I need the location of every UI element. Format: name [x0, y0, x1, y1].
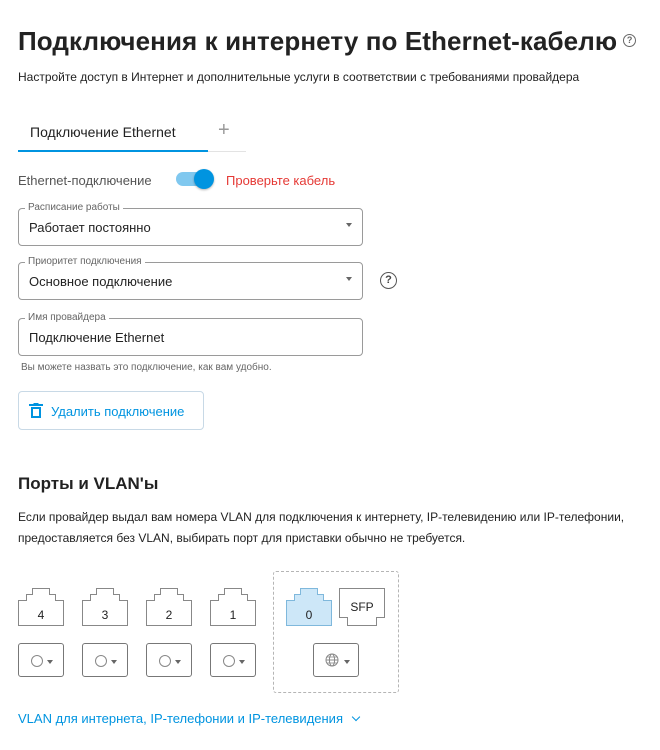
help-icon[interactable]: ? — [623, 34, 636, 47]
delete-button-label: Удалить подключение — [51, 404, 185, 419]
circle-icon — [223, 655, 235, 667]
circle-icon — [159, 655, 171, 667]
lan-port-3-select[interactable] — [82, 643, 128, 677]
port-label: SFP — [350, 600, 374, 614]
chevron-down-icon — [346, 223, 352, 227]
delete-connection-button[interactable] — [18, 391, 204, 430]
lan-port-2-select[interactable] — [146, 643, 192, 677]
priority-value: Основное подключение — [29, 274, 173, 289]
provider-name-input[interactable] — [18, 312, 363, 356]
lan-port-4[interactable] — [18, 588, 64, 626]
page-title: Подключения к интернету по Ethernet-кабелю ? — [18, 26, 636, 57]
cable-warning: Проверьте кабель — [226, 173, 336, 188]
vlan-settings-link[interactable]: VLAN для интернета, IP-телефонии и IP-телевидения — [18, 711, 359, 726]
lan-port-1[interactable] — [210, 588, 256, 626]
chevron-down-icon — [47, 660, 53, 664]
schedule-value: Работает постоянно — [29, 220, 151, 235]
provider-legend: Имя провайдера — [25, 312, 109, 324]
chevron-down-icon — [346, 277, 352, 281]
chevron-down-icon — [352, 713, 360, 721]
chevron-down-icon — [175, 660, 181, 664]
priority-legend: Приоритет подключения — [25, 256, 145, 268]
chevron-down-icon — [239, 660, 245, 664]
globe-icon — [325, 653, 339, 667]
port-label: 0 — [305, 608, 313, 622]
port-label: 3 — [101, 608, 109, 622]
lan-port-1-select[interactable] — [210, 643, 256, 677]
wan-port-0[interactable] — [286, 588, 332, 626]
chevron-down-icon — [344, 660, 350, 664]
ethernet-toggle[interactable] — [176, 170, 214, 188]
schedule-legend: Расписание работы — [25, 202, 123, 214]
lan-port-4-select[interactable] — [18, 643, 64, 677]
wan-port-select[interactable] — [313, 643, 359, 677]
port-label: 2 — [165, 608, 173, 622]
priority-select[interactable] — [18, 256, 363, 300]
chevron-down-icon — [111, 660, 117, 664]
lan-port-3[interactable] — [82, 588, 128, 626]
priority-help-icon[interactable]: ? — [380, 272, 397, 289]
port-label: 1 — [229, 608, 237, 622]
ports-section-desc: Если провайдер выдал вам номера VLAN для подключения к интернету, IP-телевидению или IP-телефонии, предоставляется без VLAN, выбирать порт для приставки обычно не требуется. — [18, 510, 625, 545]
lan-port-2[interactable] — [146, 588, 192, 626]
schedule-select[interactable] — [18, 202, 363, 246]
tab-ethernet-connection[interactable] — [18, 114, 208, 152]
circle-icon — [31, 655, 43, 667]
page-subtitle: Настройте доступ в Интернет и дополнительные услуги в соответствии с требованиями провайдера — [18, 70, 580, 84]
port-label: 4 — [37, 608, 45, 622]
ports-section-title: Порты и VLAN'ы — [18, 474, 159, 493]
add-tab-button[interactable]: + — [218, 119, 230, 141]
provider-value: Подключение Ethernet — [29, 330, 165, 345]
tab-bar — [18, 114, 246, 152]
provider-hint: Вы можете назвать это подключение, как вам удобно. — [21, 362, 272, 373]
trash-icon — [29, 403, 43, 419]
toggle-label: Ethernet-подключение — [18, 173, 152, 188]
toggle-knob — [194, 169, 214, 189]
circle-icon — [95, 655, 107, 667]
sfp-port[interactable] — [339, 588, 385, 626]
tab-label: Подключение Ethernet — [30, 124, 176, 140]
